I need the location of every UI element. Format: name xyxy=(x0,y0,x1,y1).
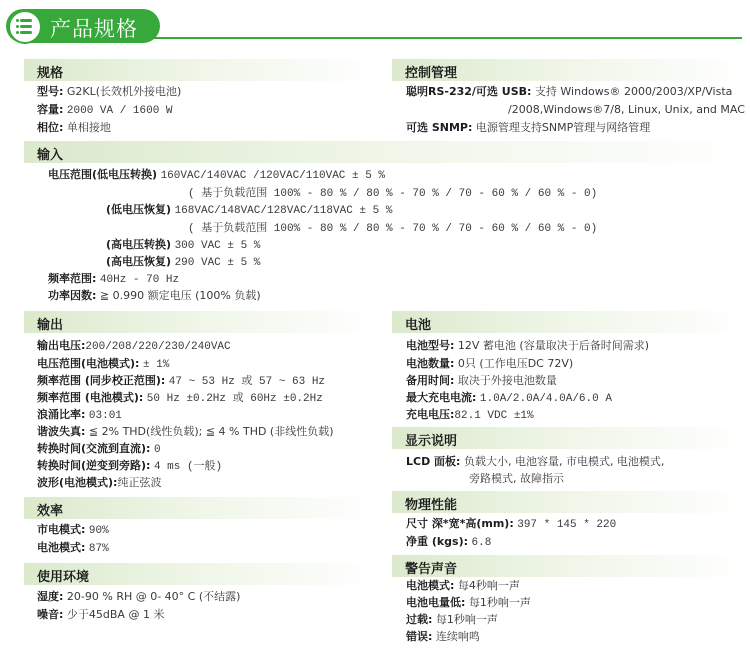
input-freq-row: 频率范围: 40Hz - 70 Hz xyxy=(48,272,180,286)
output-freq-sync-row: 频率范围 (同步校正范围): 47 ~ 53 Hz 或 57 ~ 63 Hz xyxy=(37,374,326,388)
section-bar-display xyxy=(392,427,744,449)
battery-backup-row: 备用时间: 取决于外接电池数量 xyxy=(406,374,557,387)
physical-weight-row: 净重 (kgs): 6.8 xyxy=(406,535,492,549)
section-heading: 效率 xyxy=(37,504,64,519)
section-bar-control xyxy=(392,59,744,81)
alarm-error-row: 错误: 连续响鸣 xyxy=(406,630,480,643)
control-smart-row-cont: /2008,Windows®7/8, Linux, Unix, and MAC xyxy=(508,103,745,116)
output-crest-row: 浪涌比率: 03:01 xyxy=(37,408,122,422)
section-bar-alarm xyxy=(392,555,744,577)
battery-count-row: 电池数量: 0只 (工作电压DC 72V) xyxy=(406,357,574,370)
section-bar-environment xyxy=(24,563,376,585)
battery-charge-voltage-row: 充电电压:82.1 VDC ±1% xyxy=(406,408,534,422)
section-heading: 显示说明 xyxy=(405,434,458,449)
input-vrange-row: 电压范围(低电压转换) 160VAC/140VAC /120VAC/110VAC ± 5 % xyxy=(48,168,385,182)
input-low-recover-row: (低电压恢复) 168VAC/148VAC/128VAC/118VAC ± 5 % xyxy=(106,203,393,217)
page-title: 产品规格 xyxy=(50,17,138,41)
section-heading: 物理性能 xyxy=(405,498,458,513)
physical-size-row: 尺寸 深*宽*高(mm): 397 * 145 * 220 xyxy=(406,517,617,531)
output-waveform-row: 波形(电池模式):纯正弦波 xyxy=(37,476,162,489)
alarm-overload-row: 过载: 每1秒响一声 xyxy=(406,613,498,626)
alarm-low-battery-row: 电池电量低: 每1秒响一声 xyxy=(406,596,531,609)
control-smart-row: 聪明RS-232/可选 USB: 支持 Windows® 2000/2003/XP/Vista xyxy=(406,85,733,98)
section-bar-output xyxy=(24,311,376,333)
alarm-battery-row: 电池模式: 每4秒响一声 xyxy=(406,579,520,592)
spec-model-row: 型号: G2KL(长效机外接电池) xyxy=(37,85,182,98)
environment-humidity-row: 湿度: 20-90 % RH @ 0- 40° C (不结露) xyxy=(37,590,241,603)
section-heading: 警告声音 xyxy=(405,562,458,577)
list-icon xyxy=(8,10,42,44)
section-heading: 输入 xyxy=(37,148,64,163)
section-bar-efficiency xyxy=(24,497,376,519)
battery-charge-current-row: 最大充电电流: 1.0A/2.0A/4.0A/6.0 A xyxy=(406,391,612,405)
output-thd-row: 谐波失真: ≦ 2% THD(线性负载); ≦ 4 % THD (非线性负载) xyxy=(37,425,334,438)
input-vrange-note: ( 基于负载范围 100% - 80 % / 80 % - 70 % / 70 - 60 % / 60 % - 0) xyxy=(188,188,598,200)
environment-noise-row: 噪音: 少于45dBA @ 1 米 xyxy=(37,608,165,621)
spec-phase-row: 相位: 单相接地 xyxy=(37,121,111,134)
output-transfer-ac-dc-row: 转换时间(交流到直流): 0 xyxy=(37,442,161,456)
page-title-tab xyxy=(6,9,160,43)
input-high-recover-row: (高电压恢复) 290 VAC ± 5 % xyxy=(106,255,261,269)
efficiency-battery-row: 电池模式: 87% xyxy=(37,541,109,555)
section-bar-spec xyxy=(24,59,376,81)
section-bar-input xyxy=(24,141,744,163)
control-snmp-row: 可选 SNMP: 电源管理支持SNMP管理与网络管理 xyxy=(406,121,651,134)
section-heading: 电池 xyxy=(405,318,432,333)
efficiency-ac-row: 市电模式: 90% xyxy=(37,523,109,537)
display-lcd-row-cont: 旁路模式, 故障指示 xyxy=(469,472,564,485)
input-pf-row: 功率因数: ≧ 0.990 额定电压 (100% 负载) xyxy=(48,289,261,302)
output-voltage-row: 输出电压:200/208/220/230/240VAC xyxy=(37,339,231,353)
section-heading: 输出 xyxy=(37,318,64,333)
title-underline xyxy=(150,37,742,39)
section-heading: 规格 xyxy=(37,66,64,81)
output-freq-batt-row: 频率范围 (电池模式): 50 Hz ±0.2Hz 或 60Hz ±0.2Hz xyxy=(37,391,323,405)
battery-type-row: 电池型号: 12V 蓄电池 (容量取决于后备时间需求) xyxy=(406,339,650,352)
output-transfer-inv-bypass-row: 转换时间(逆变到旁路): 4 ms (一般) xyxy=(37,459,223,473)
input-high-trans-row: (高电压转换) 300 VAC ± 5 % xyxy=(106,238,261,252)
input-low-recover-note: ( 基于负载范围 100% - 80 % / 80 % - 70 % / 70 - 60 % / 60 % - 0) xyxy=(188,223,598,235)
section-bar-battery xyxy=(392,311,744,333)
section-bar-physical xyxy=(392,491,744,513)
spec-capacity-row: 容量: 2000 VA / 1600 W xyxy=(37,103,173,117)
output-vrange-row: 电压范围(电池模式): ± 1% xyxy=(37,357,170,371)
display-lcd-row: LCD 面板: 负载大小, 电池容量, 市电模式, 电池模式, xyxy=(406,455,665,468)
section-heading: 使用环境 xyxy=(37,570,90,585)
section-heading: 控制管理 xyxy=(405,66,458,81)
